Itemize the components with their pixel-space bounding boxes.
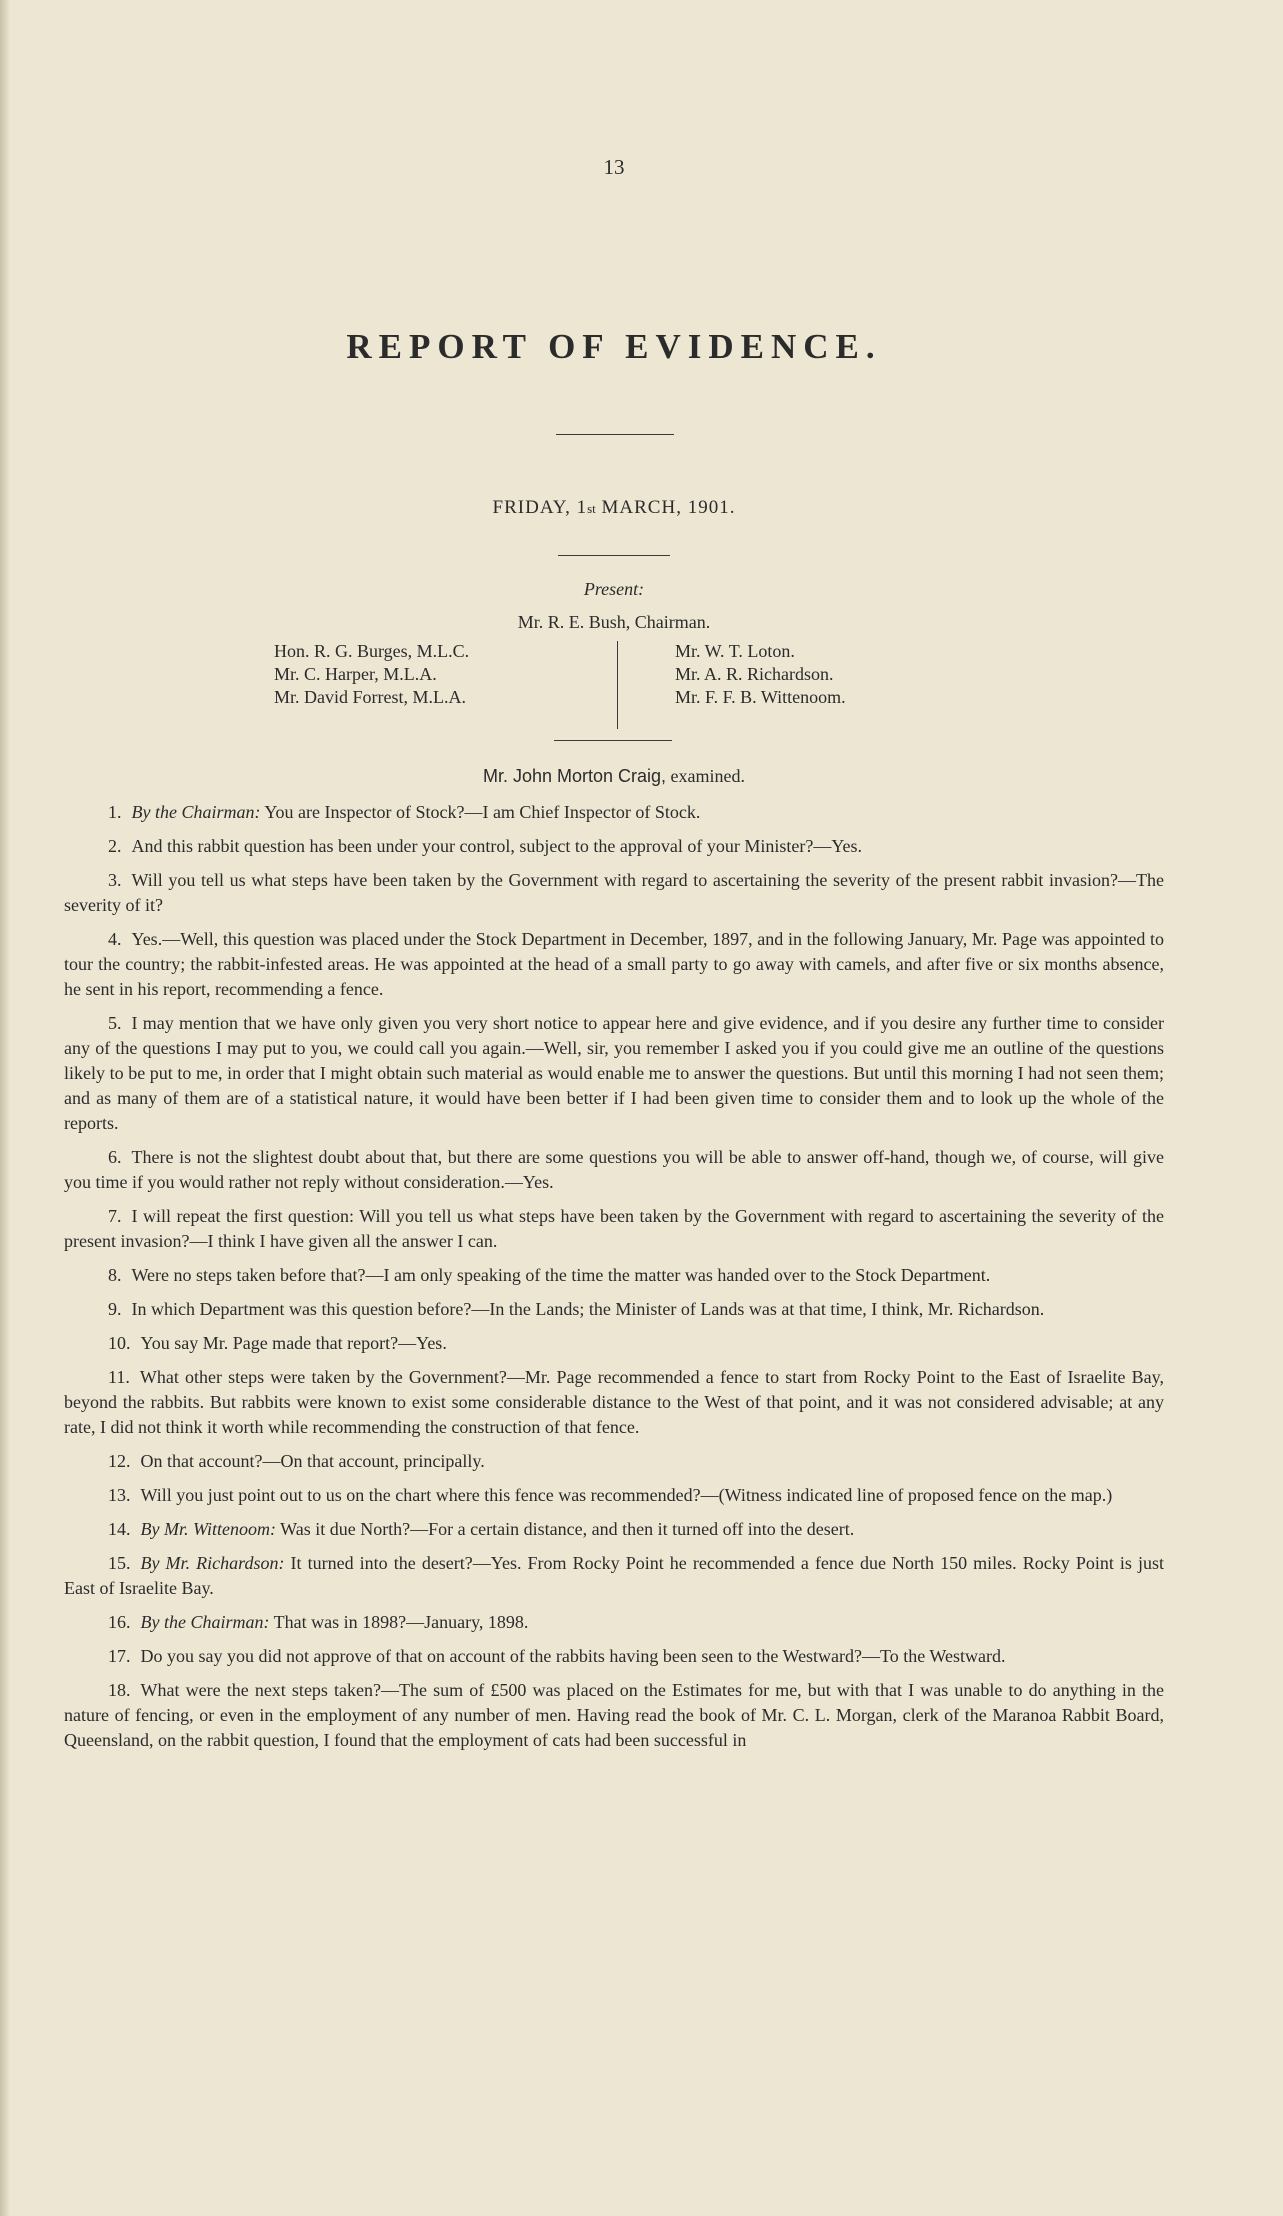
evidence-question [64,927,1164,1002]
member-entry: Hon. R. G. Burges, M.L.C. [274,641,470,661]
question-number: 6. [108,1147,122,1167]
question-text: Yes.—Well, this question was placed under the Stock Department in December, 1897, and in the following January, Mr. Page was appointed to tour the country; the rabbit-infested areas. He was appointed at the head of a small party to go away with camels, and after five or six months absence, he sent in his report, recommending a fence. [64,929,1164,999]
evidence-question [64,1204,1164,1254]
evidence-question [64,834,1164,859]
question-number: 18. [108,1680,131,1700]
member-entry: Mr. W. T. Loton. [675,641,795,661]
witness-name: Mr. John Morton Craig, [482,766,667,786]
evidence-question [64,1644,1164,1669]
evidence-question [64,800,1164,825]
question-number: 10. [108,1333,131,1353]
member-entry: Mr. F. F. B. Wittenoom. [675,687,846,707]
questioner-attribution: By Mr. Wittenoom: [140,1519,276,1539]
question-number: 12. [108,1451,131,1471]
members-rule [554,740,672,741]
evidence-question [64,1517,1164,1542]
question-number: 15. [108,1553,131,1573]
question-number: 5. [108,1013,122,1033]
evidence-question [64,1145,1164,1195]
evidence-question [64,868,1164,918]
title-rule [556,434,674,435]
evidence-question [64,1263,1164,1288]
page-binding-edge [0,0,10,2216]
witness-status: examined. [666,766,746,786]
question-number: 11. [108,1367,130,1387]
page-number: 13 [603,155,625,179]
sitting-date-suffix: MARCH, 1901. [595,497,736,518]
question-text: What other steps were taken by the Government?—Mr. Page recommended a fence to start from Rocky Point to the East of Israelite Bay, beyond the rabbits. But rabbits were known to exist some considerable distance to the West of that point, and it was not considered advisable; at any rate, I did not think it worth while recommending the construction of that fence. [64,1367,1164,1437]
question-number: 13. [108,1485,131,1505]
question-text: Were no steps taken before that?—I am only speaking of the time the matter was handed over to the Stock Department. [131,1265,991,1285]
member-entry: Mr. A. R. Richardson. [675,664,834,684]
question-text: You are Inspector of Stock?—I am Chief Inspector of Stock. [260,802,701,822]
evidence-question [64,1011,1164,1136]
question-number: 16. [108,1612,131,1632]
question-text: What were the next steps taken?—The sum of £500 was placed on the Estimates for me, but with that I was unable to do anything in the nature of fencing, or even in the employment of any number of men. Having read the book of Mr. C. L. Morgan, clerk of the Maranoa Rabbit Board, Queensland, on the rabbit question, I found that the employment of cats had been successful in [64,1680,1164,1750]
sitting-date-prefix: FRIDAY, 1 [492,497,588,518]
witness-heading [64,766,1164,787]
date-rule [558,555,670,556]
question-number: 1. [108,802,122,822]
question-number: 14. [108,1519,131,1539]
question-number: 7. [108,1206,122,1226]
evidence-question [64,1297,1164,1322]
question-text: On that account?—On that account, principally. [140,1451,485,1471]
evidence-question [64,1610,1164,1635]
question-text: That was in 1898?—January, 1898. [269,1612,529,1632]
evidence-question [64,1365,1164,1440]
question-text: Do you say you did not approve of that on account of the rabbits having been seen to the Westward?—To the Westward. [140,1646,1006,1666]
member-entry: Mr. C. Harper, M.L.A. [274,664,437,684]
question-number: 9. [108,1299,122,1319]
evidence-question [64,1678,1164,1753]
question-text: Will you tell us what steps have been taken by the Government with regard to ascertaining the severity of the present rabbit invasion?—The severity of it? [64,870,1164,915]
evidence-question [64,1483,1164,1508]
question-number: 17. [108,1646,131,1666]
questioner-attribution: By the Chairman: [140,1612,270,1632]
question-text: There is not the slightest doubt about that, but there are some questions you will be able to answer off-hand, though we, of course, will give you time if you would rather not reply without consideration.—Yes. [64,1147,1164,1192]
questioner-attribution: By the Chairman: [131,802,261,822]
chairman-line: Mr. R. E. Bush, Chairman. [517,612,711,632]
present-label: Present: [583,579,645,599]
evidence-list [64,800,1164,1762]
question-number: 4. [108,929,122,949]
members-divider [617,641,618,729]
question-text: I may mention that we have only given you very short notice to appear here and give evidence, and if you desire any further time to consider any of the questions I may put to you, we could call you again.—Well, sir, you remember I asked you if you could give me an outline of the questions likely to be put to me, in order that I might obtain such material as would enable me to answer the questions. But until this morning I had not seen them; and as many of them are of a statistical nature, it would have been better if I had been given time to consider them and to look up the whole of the reports. [64,1013,1164,1133]
question-text: Was it due North?—For a certain distance, and then it turned off into the desert. [275,1519,855,1539]
question-number: 8. [108,1265,122,1285]
evidence-question [64,1331,1164,1356]
question-text: And this rabbit question has been under your control, subject to the approval of your Minister?—Yes. [131,836,863,856]
question-text: Will you just point out to us on the chart where this fence was recommended?—(Witness indicated line of proposed fence on the map.) [140,1485,1113,1505]
question-text: I will repeat the first question: Will you tell us what steps have been taken by the Government with regard to ascertaining the severity of the present invasion?—I think I have given all the answer I can. [64,1206,1164,1251]
page-title: REPORT OF EVIDENCE. [346,327,882,366]
members-right-column [675,640,846,709]
sitting-date-ordinal: st [587,501,596,516]
question-text: You say Mr. Page made that report?—Yes. [140,1333,447,1353]
question-number: 2. [108,836,122,856]
question-number: 3. [108,870,122,890]
question-text: In which Department was this question before?—In the Lands; the Minister of Lands was at that time, I think, Mr. Richardson. [131,1299,1045,1319]
sitting-date [64,497,1164,519]
questioner-attribution: By Mr. Richardson: [140,1553,285,1573]
question-text: It turned into the desert?—Yes. From Rocky Point he recommended a fence due North 150 miles. Rocky Point is just East of Israelite Bay. [64,1553,1164,1598]
member-entry: Mr. David Forrest, M.L.A. [274,687,466,707]
evidence-question [64,1551,1164,1601]
evidence-question [64,1449,1164,1474]
members-left-column [274,640,469,709]
